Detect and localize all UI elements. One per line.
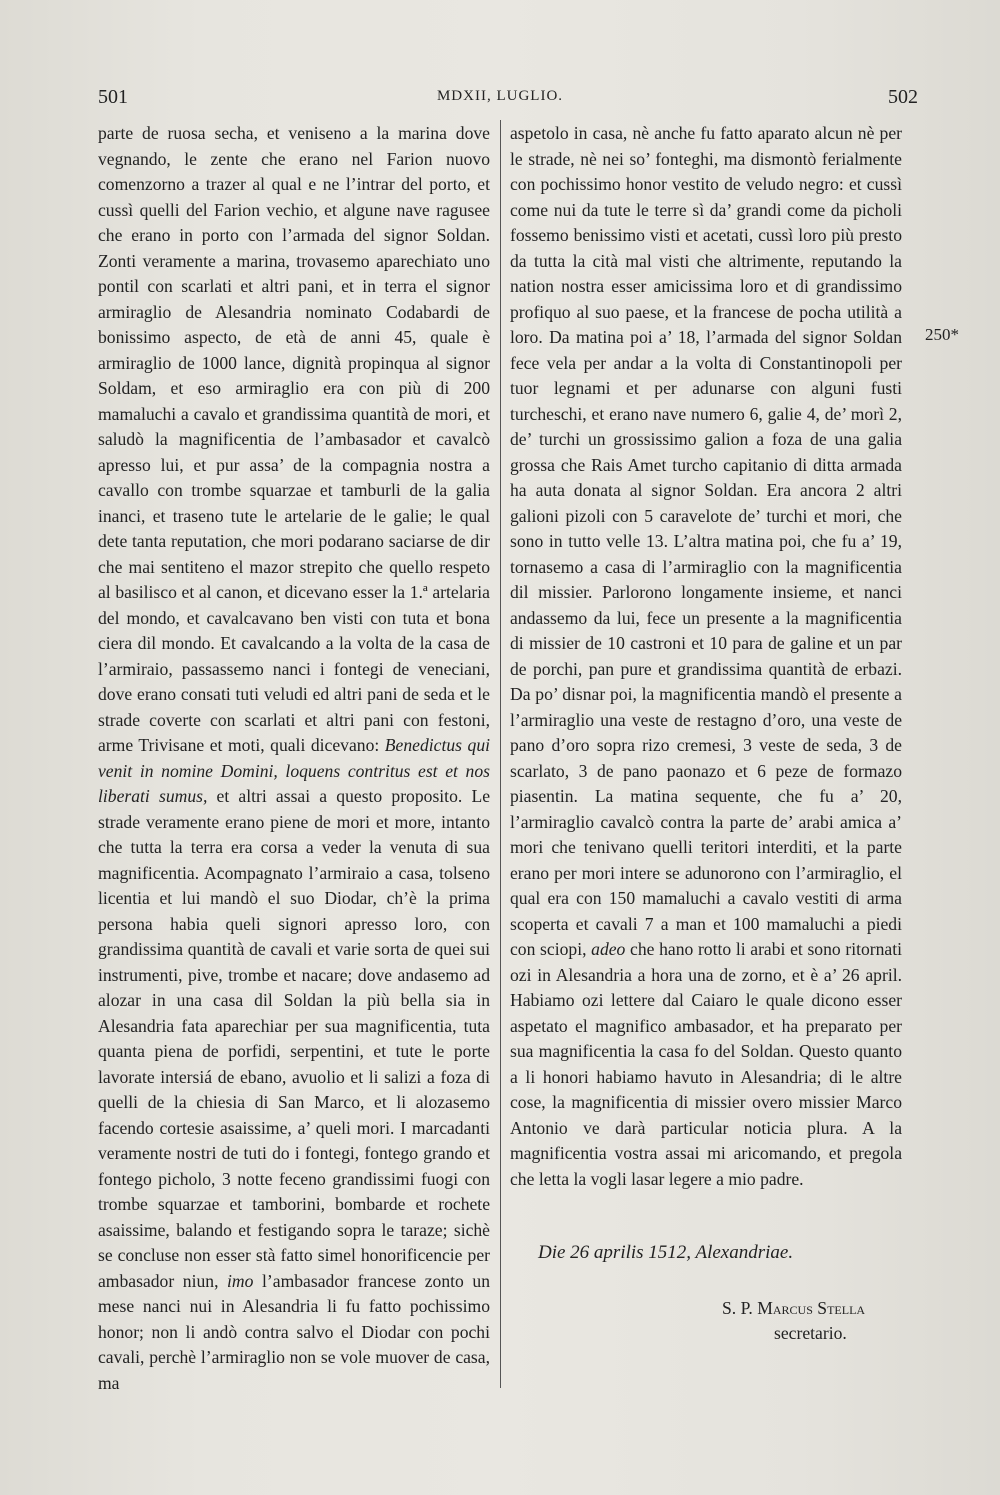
running-header — [0, 86, 1000, 114]
right-column-paragraph — [510, 121, 902, 1192]
page-number-left: 501 — [98, 86, 128, 108]
right-column — [510, 121, 902, 1192]
left-column — [98, 121, 490, 1396]
italic-adeo: adeo — [591, 939, 626, 959]
marginal-page-reference: 250* — [925, 325, 959, 344]
running-title: MDXII, LUGLIO. — [436, 88, 564, 104]
right-text-b: che hano rotto li arabi et sono ritornati ozi in Alesandria a hora una de zorno, et è a’ 26 april. Habiamo ozi lettere dal Caiaro le quale dicono esser aspetato el magnifico ambasador, et ha preparato per sua magnificentia la casa fo del Soldan. Questo quanto a li honori habiamo havuto in Alesandria; di le altre cose, la magnificentia di missier overo missier Marco Antonio ve darà particular noticia plura. A la magnificentia vostra assai mi aricomando, et pregola che letta la vogli lasar legere a mio padre. — [510, 939, 903, 1189]
signature-block — [722, 1296, 865, 1346]
italic-imo: imo — [227, 1270, 254, 1291]
left-text-b: et altri assai a questo proposito. Le strade veramente erano piene de mori et more, intanto che tutta la terra era corsa a veder la venuta di sua magnificentia. Acompagnato l’armiraio a casa, tolseno licentia et lui mandò el suo Diodar, ch’è la prima persona habia queli signori apresso loro, con grandissima quantità de cavali et varie sorta de quei sui instrumenti, pive, trombe et nacare; dove andasemo ad alozar in una casa dil Soldan la più bella sia in Alesandria fata aparechiar per sua magnificentia, tuta quanta piena de porfidi, serpentini, et tute le porte lavorate intersiá de ebano, avuolio et li salizi a foza di quelli de la chiesia di San Marco, et li alozasemo facendo cortesie asaissime, a’ queli mori. I marcadanti veramente nostri de tuti do i fontegi, fontego grando et fontego picholo, 3 notte feceno grandissimi fuogi con trombe squarzae et tamborini, bombarde et rochete asaissime, balando et festigando sopra le taraze; sichè se concluse non esser stà fatto simel honorificencie per ambasador niun, — [98, 786, 490, 1291]
dateline: Die 26 aprilis 1512, Alexandriae. — [538, 1242, 794, 1263]
signer-prefix: S. P. — [722, 1298, 753, 1318]
signer-name: Marcus Stella — [757, 1298, 866, 1318]
signer-title: secretario. — [774, 1323, 847, 1343]
page-number-right: 502 — [888, 86, 918, 108]
left-column-paragraph — [98, 121, 490, 1396]
right-text-a: aspetolo in casa, nè anche fu fatto aparato alcun nè per le strade, nè nei so’ fonteghi, ma dismontò ferialmente con pochissimo honor vestito de veludo negro: et cussì come nui da tute le terre sì da’ grandi come da picholi fossemo benissimo visti et acetati, cussì loro più presto da tutta la cità mal visti che altrimente, reputando la nation nostra esser amicissima loro et di grandissimo profiquo al suo paese, et la francese de pocha utilità a loro. Da matina poi a’ 18, l’armada del signor Soldan fece vela per andar a la volta di Constantinopoli per tuor legnami et per adunarse con alguni fusti turcheschi, et erano nave numero 6, galie 4, de’ morì 2, de’ turchi un grossissimo galion a foza de una galia grossa che Rais Amet turcho capitanio di ditta armada ha auta donata al signor Soldan. Era ancora 2 altri galioni pizoli con 5 caravelote de’ turchi et mori, che sono in tutto velle 13. L’altra matina poi, che fu a’ 19, tornasemo a casa di l’armiraglio con la magnificentia dil missier. Parlorono longamente insieme, et nanci andassemo da lui, fece un presente a la magnificentia di missier de 10 castroni et 10 para de galine et un par de porchi, pan pure et grandissima quantità de erbazi. Da po’ disnar poi, la magnificentia mandò el presente a l’armiraglio una veste de restagno d’oro, una veste de pano d’oro sopra rizo cremesi, 3 veste de seda, 3 de scarlato, 3 de pano paonazo et 6 peze de formazo piasentin. La matina sequente, che fu a’ 20, l’armiraglio cavalcò contra la parte de’ arabi amica a’ mori che tenivano quelli teritori interditi, et la parte erano per mori intere se adunorono con l’armiraglio, el qual era con 150 mamaluchi a cavalo vestiti di arma scoperta et cavali 7 a man et 100 mamaluchi a piedi con sciopi, — [510, 123, 902, 959]
left-text-a: parte de ruosa secha, et veniseno a la marina dove vegnando, le zente che erano nel Farion nuovo comenzorno a trazer al qual e ne l’intrar del porto, et cussì quelli del Farion vechio, et algune nave ragusee che erano in porto con l’armada del signor Soldan. Zonti veramente a marina, trovasemo aparechiato uno pontil con scarlati et altri pani, et in terra el signor armiraglio de Alesandria nominato Codabardi de bonissimo aspecto, de età de anni 45, quale è armiraglio de 1000 lance, dignità propinqua al signor Soldam, et eso armiraglio era con più di 200 mamaluchi a cavalo et grandissima quantità de mori, et saludò la magnificentia de l’ambasador et cavalcò apresso lui, et pur assa’ de la compagnia nostra a cavallo con trombe squarzae et tamburli de la galia inanci, et traseno tute le artelarie de le galie; le qual dete tanta reputation, che mori podarano saciarse de dir che mai sentiteno el mazor strepito che quello respeto al basilisco et al canon, et dicevano esser la 1.ª artelaria del mondo, et cavalcavano ben visti con tuta et bona ciera dil mondo. Et cavalcando a la volta de la casa de l’armiraio, passassemo nanci i fontegi de veneciani, dove erano consati tuti veludi ed altri pani de seda et le strade coverte con scarlati et altri pani con festoni, arme Trivisane et moti, quali dicevano: — [98, 123, 490, 755]
left-text-c: l’ambasador francese zonto un mese nanci nui in Alesandria li fu fatto pochissimo honor; non li andò contra salvo el Diodar con pochi cavali, perchè l’armiraglio non se vole muover de casa, ma — [98, 1270, 490, 1393]
italic-motto: Benedictus qui venit in nomine Domini, loquens contritus est et nos liberati sumus, — [98, 735, 490, 806]
column-divider — [500, 120, 501, 1388]
